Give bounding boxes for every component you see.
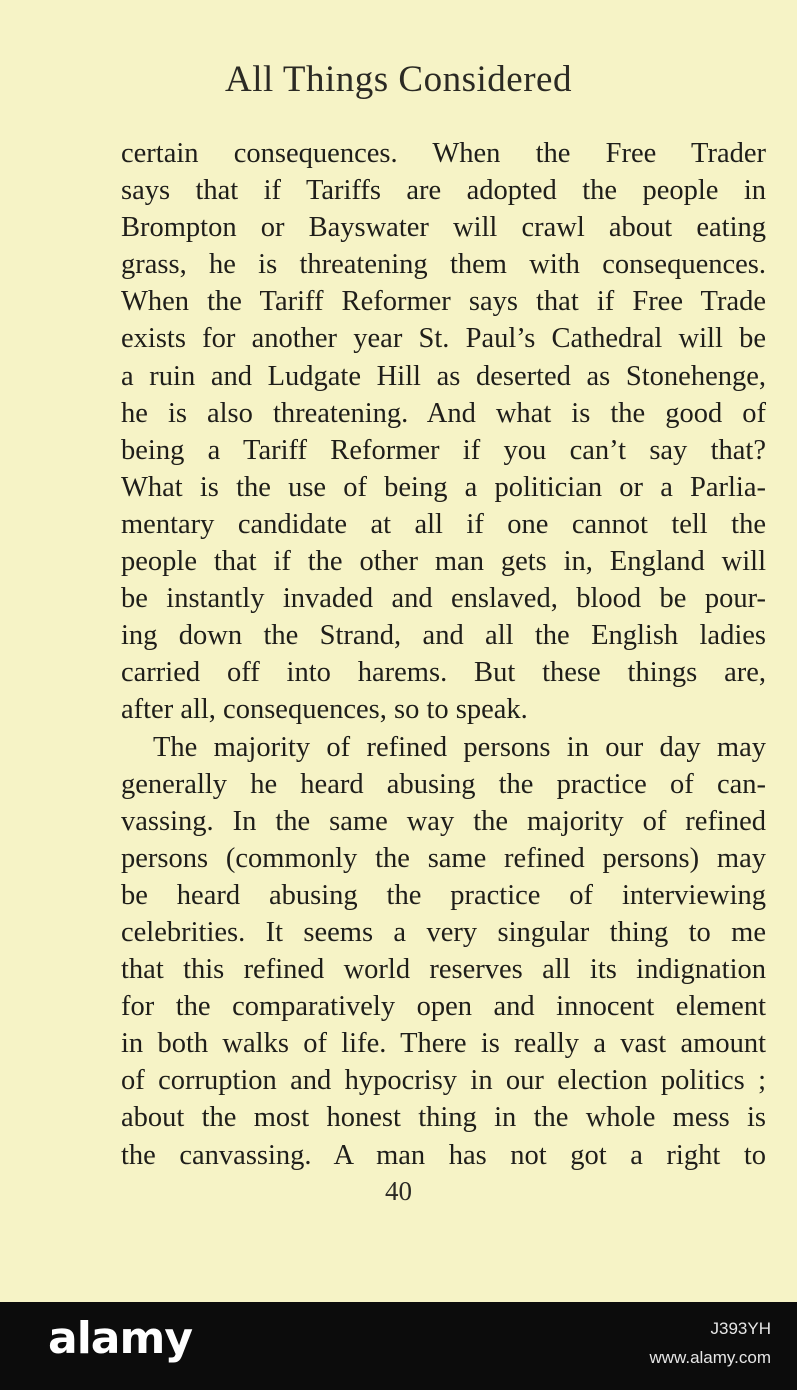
text-line: exists for another year St. Paul’s Cathedral will be — [121, 323, 766, 355]
text-line: ing down the Strand, and all the English ladies — [121, 620, 766, 652]
alamy-logo: alamy — [48, 1313, 192, 1364]
text-line: people that if the other man gets in, England will — [121, 546, 766, 578]
site-url: www.alamy.com — [649, 1348, 771, 1367]
text-line: being a Tariff Reformer if you can’t say that? — [121, 434, 766, 466]
text-line: certain consequences. When the Free Trader — [121, 138, 766, 169]
text-line: after all, consequences, so to speak. — [121, 694, 528, 726]
text-line: a ruin and Ludgate Hill as deserted as Stonehenge, — [121, 360, 766, 392]
text-line: he is also threatening. And what is the good of — [121, 397, 766, 429]
image-id: J393YH — [710, 1319, 771, 1338]
text-line: mentary candidate at all if one cannot tell the — [121, 508, 766, 540]
text-line: that this refined world reserves all its indignation — [121, 954, 766, 986]
text-line: carried off into harems. But these things are, — [121, 657, 766, 689]
text-line: The majority of refined persons in our day may — [153, 731, 766, 763]
text-line: When the Tariff Reformer says that if Free Trade — [121, 286, 766, 318]
page-number: 40 — [385, 1176, 412, 1206]
text-line: says that if Tariffs are adopted the people in — [121, 175, 766, 207]
text-line: What is the use of being a politician or a Parlia- — [121, 471, 766, 503]
text-line: be instantly invaded and enslaved, blood be pour- — [121, 583, 766, 615]
text-line: of corruption and hypocrisy in our election politics ; — [121, 1065, 766, 1097]
text-line: generally he heard abusing the practice of can- — [121, 768, 766, 800]
text-line: grass, he is threatening them with consequences. — [121, 249, 766, 281]
text-line: the canvassing. A man has not got a right to — [121, 1139, 766, 1171]
text-line: vassing. In the same way the majority of refined — [121, 805, 766, 837]
text-line: Brompton or Bayswater will crawl about eating — [121, 212, 766, 244]
body-text — [121, 135, 766, 1174]
text-line: for the comparatively open and innocent element — [121, 991, 766, 1023]
running-head: All Things Considered — [225, 59, 572, 100]
text-line: in both walks of life. There is really a vast amount — [121, 1028, 766, 1060]
text-line: be heard abusing the practice of interviewing — [121, 879, 766, 911]
text-line: persons (commonly the same refined persons) may — [121, 842, 766, 874]
text-line: about the most honest thing in the whole mess is — [121, 1102, 766, 1134]
text-line: celebrities. It seems a very singular thing to me — [121, 916, 766, 948]
